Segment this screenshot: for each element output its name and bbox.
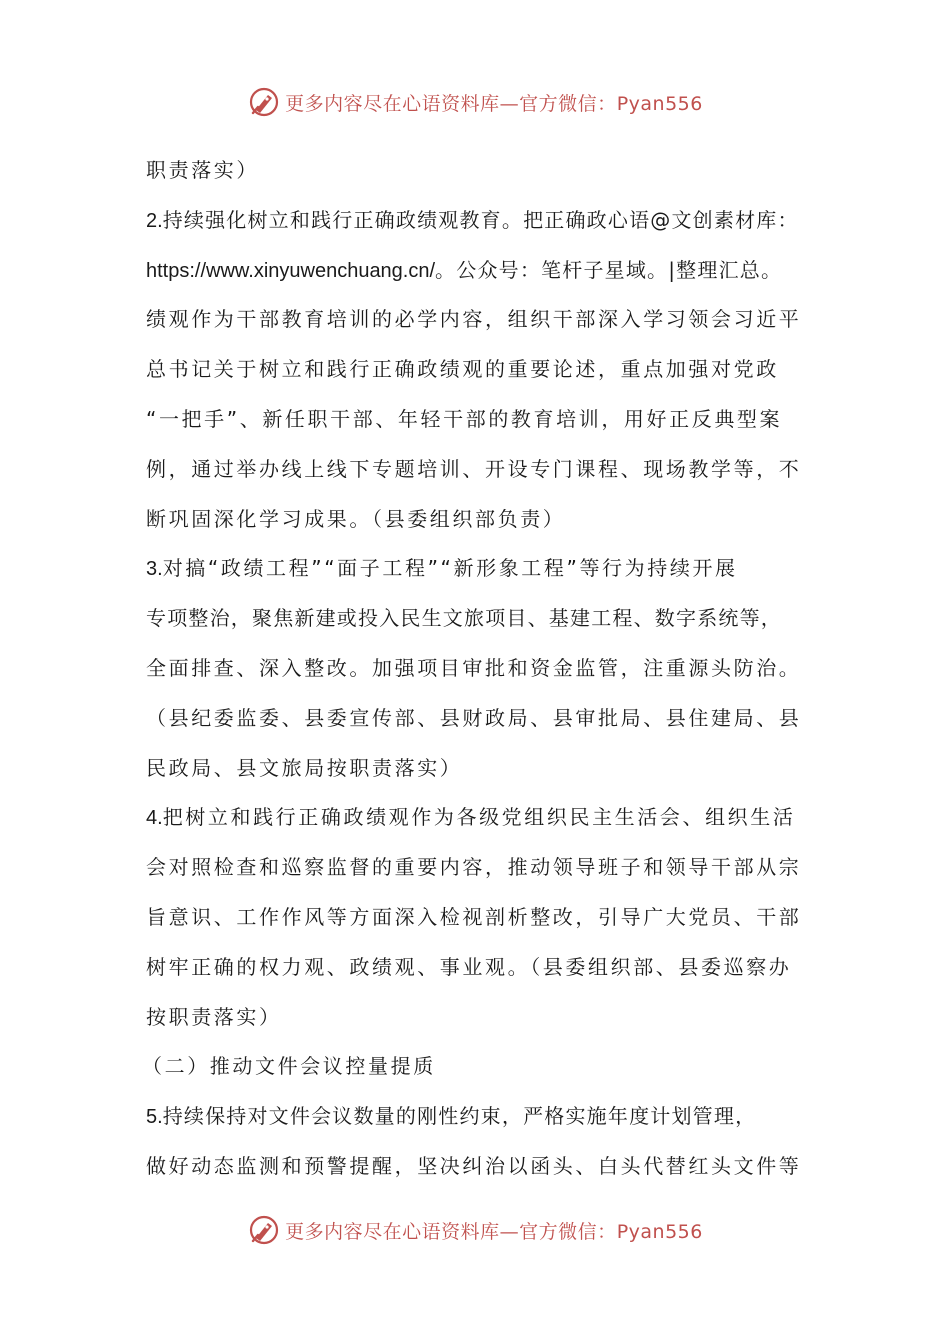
- pen-nib-circle-icon: [247, 1213, 281, 1247]
- banner-main-text: 更多内容尽在心语资料库: [285, 1220, 500, 1243]
- text-line: 全面排查、深入整改。加强项目审批和资金监管，注重源头防治。: [146, 655, 802, 680]
- text-line: 断巩固深化学习成果。（县委组织部负责）: [146, 506, 566, 531]
- text-line: 民政局、县文旅局按职责落实）: [146, 755, 463, 780]
- text-line: 做好动态监测和预警提醒，坚决纠治以函头、白头代替红头文件等: [146, 1153, 802, 1178]
- text-line: 绩观作为干部教育培训的必学内容，组织干部深入学习领会习近平: [146, 307, 802, 332]
- document-body: [142, 146, 826, 1192]
- header-banner: [0, 80, 950, 124]
- banner-dash: —: [499, 92, 520, 115]
- text-line: “一把手”、新任职干部、年轻干部的教育培训，用好正反典型案: [146, 406, 783, 431]
- banner-wx-id: Pyan556: [616, 92, 703, 115]
- banner-text: [285, 89, 703, 116]
- text-line: 按职责落实）: [146, 1004, 282, 1029]
- banner-dash: —: [499, 1220, 520, 1243]
- text-line: 树牢正确的权力观、政绩观、事业观。（县委组织部、县委巡察办: [146, 954, 792, 979]
- text-line: （县纪委监委、县委宣传部、县财政局、县审批局、县住建局、县: [146, 705, 802, 730]
- text-line: 专项整治，聚焦新建或投入民生文旅项目、基建工程、数字系统等，: [146, 606, 782, 631]
- text-line: 5.持续保持对文件会议数量的刚性约束，严格实施年度计划管理，: [146, 1104, 757, 1129]
- text-line: https://www.xinyuwenchuang.cn/。公众号：笔杆子星域。|整理汇总。: [146, 257, 783, 282]
- banner-main-text: 更多内容尽在心语资料库: [285, 92, 500, 115]
- text-line: 2.持续强化树立和践行正确政绩观教育。把正确政心语@文创素材库：: [146, 207, 799, 232]
- banner-wx-label: 官方微信：: [519, 1220, 617, 1243]
- text-line: 总书记关于树立和践行正确政绩观的重要论述，重点加强对党政: [146, 357, 779, 382]
- item-number: 2.: [146, 209, 163, 232]
- banner-wx-label: 官方微信：: [519, 92, 617, 115]
- text-line: 职责落实）: [146, 158, 259, 182]
- section-heading: （二）推动文件会议控量提质: [142, 1054, 436, 1079]
- text-line: 会对照检查和巡察监督的重要内容，推动领导班子和领导干部从宗: [146, 855, 802, 880]
- item-number: 4.: [146, 807, 163, 830]
- text-line: 4.把树立和践行正确政绩观作为各级党组织民主生活会、组织生活: [146, 805, 796, 830]
- item-number: 5.: [146, 1106, 163, 1129]
- text-line: 3.对搞“政绩工程”“面子工程”“新形象工程”等行为持续开展: [146, 556, 738, 581]
- banner-wx-id: Pyan556: [616, 1220, 703, 1243]
- footer-banner: [0, 1208, 950, 1252]
- banner-text: [285, 1217, 703, 1244]
- text-line: 旨意识、工作作风等方面深入检视剖析整改，引导广大党员、干部: [146, 904, 802, 929]
- item-number: 3.: [146, 558, 163, 581]
- text-line: 例，通过举办线上线下专题培训、开设专门课程、现场教学等，不: [146, 456, 802, 481]
- pen-nib-circle-icon: [247, 85, 281, 119]
- website-link[interactable]: https://www.xinyuwenchuang.cn/: [146, 259, 436, 282]
